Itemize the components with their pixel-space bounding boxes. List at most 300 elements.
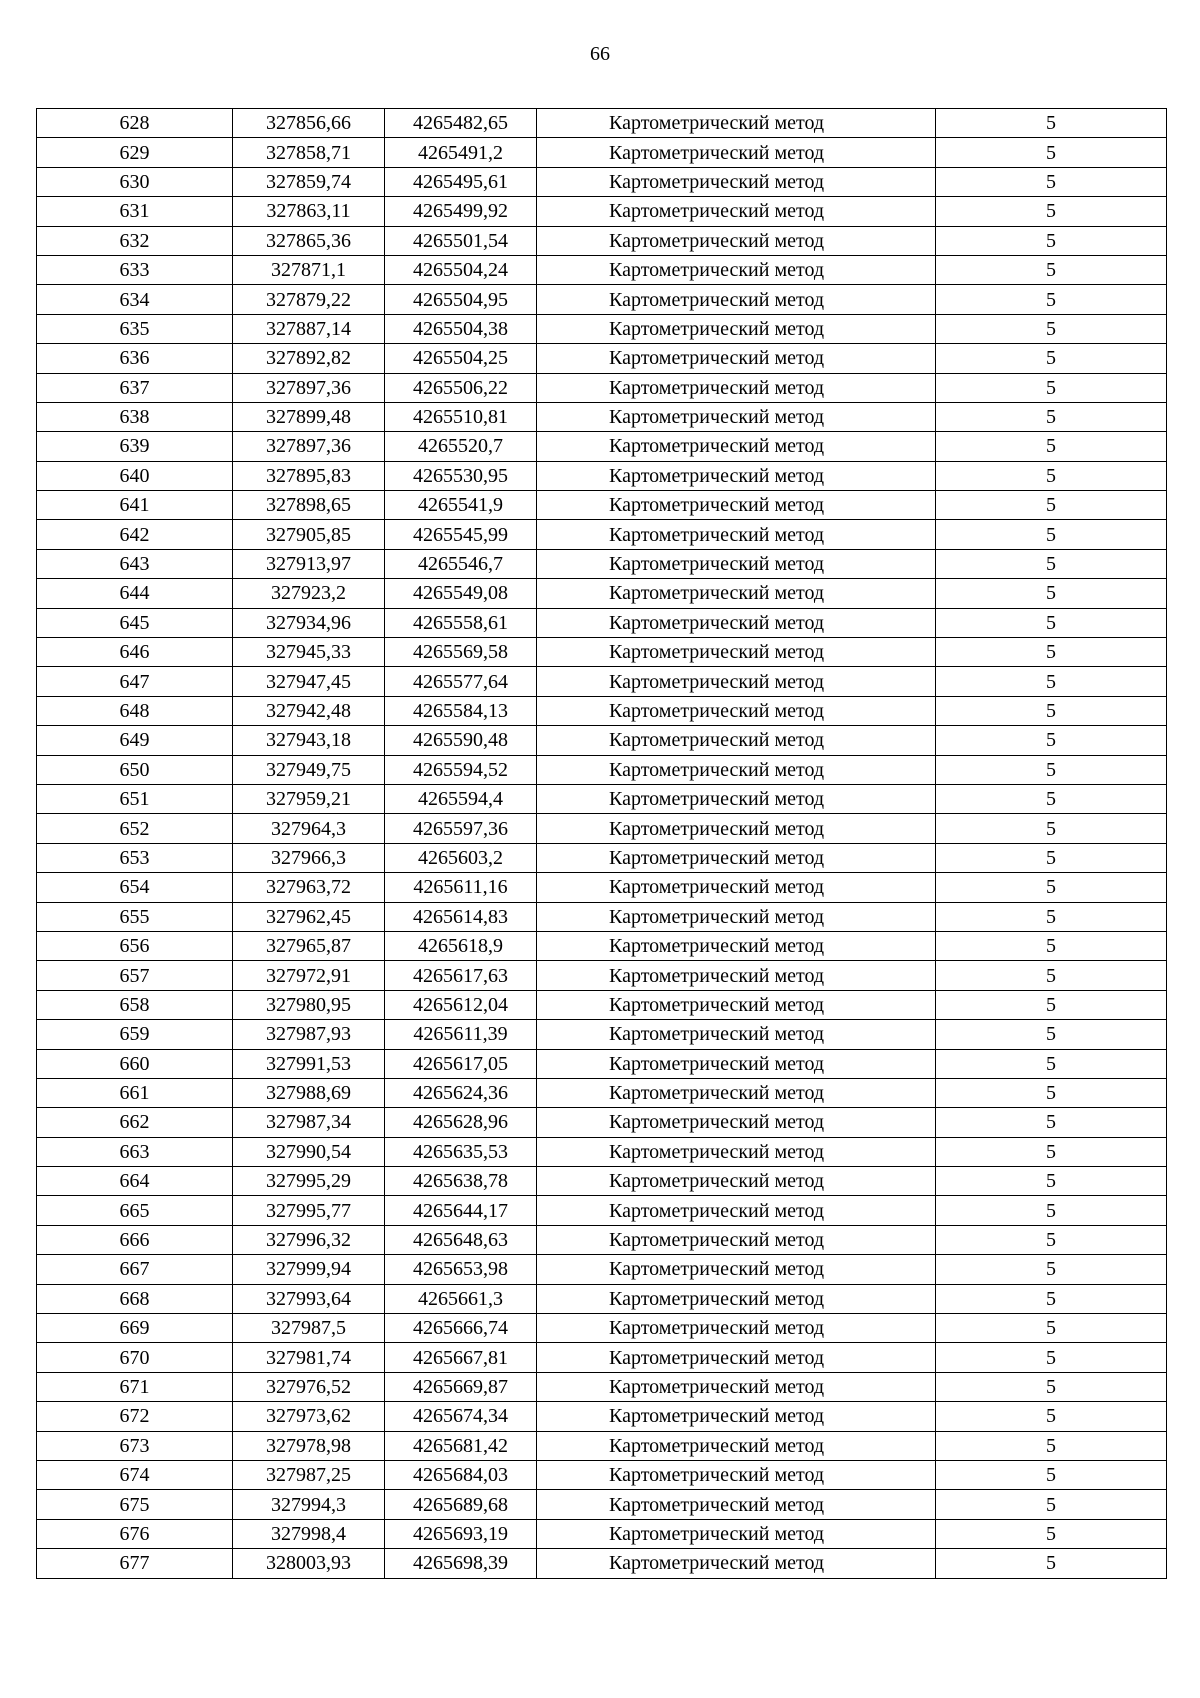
accuracy-cell: 5 xyxy=(936,579,1167,608)
method-cell: Картометрический метод xyxy=(537,638,936,667)
table-row xyxy=(37,1049,1167,1078)
point-number-cell: 648 xyxy=(37,696,233,725)
y-coordinate-cell: 4265549,08 xyxy=(385,579,537,608)
x-coordinate-cell: 327856,66 xyxy=(233,109,385,138)
point-number-cell: 667 xyxy=(37,1255,233,1284)
method-cell: Картометрический метод xyxy=(537,1431,936,1460)
accuracy-cell: 5 xyxy=(936,931,1167,960)
accuracy-cell: 5 xyxy=(936,1225,1167,1254)
table-row xyxy=(37,1137,1167,1166)
accuracy-cell: 5 xyxy=(936,344,1167,373)
y-coordinate-cell: 4265669,87 xyxy=(385,1372,537,1401)
x-coordinate-cell: 327913,97 xyxy=(233,549,385,578)
table-row xyxy=(37,931,1167,960)
accuracy-cell: 5 xyxy=(936,1519,1167,1548)
table-row xyxy=(37,314,1167,343)
table-row xyxy=(37,344,1167,373)
point-number-cell: 670 xyxy=(37,1343,233,1372)
accuracy-cell: 5 xyxy=(936,696,1167,725)
accuracy-cell: 5 xyxy=(936,1196,1167,1225)
point-number-cell: 676 xyxy=(37,1519,233,1548)
method-cell: Картометрический метод xyxy=(537,1020,936,1049)
point-number-cell: 673 xyxy=(37,1431,233,1460)
table-row xyxy=(37,667,1167,696)
point-number-cell: 636 xyxy=(37,344,233,373)
point-number-cell: 632 xyxy=(37,226,233,255)
point-number-cell: 654 xyxy=(37,873,233,902)
table-row xyxy=(37,138,1167,167)
x-coordinate-cell: 327964,3 xyxy=(233,814,385,843)
x-coordinate-cell: 327945,33 xyxy=(233,638,385,667)
y-coordinate-cell: 4265504,24 xyxy=(385,255,537,284)
method-cell: Картометрический метод xyxy=(537,990,936,1019)
point-number-cell: 663 xyxy=(37,1137,233,1166)
method-cell: Картометрический метод xyxy=(537,1196,936,1225)
accuracy-cell: 5 xyxy=(936,608,1167,637)
y-coordinate-cell: 4265594,4 xyxy=(385,784,537,813)
x-coordinate-cell: 327895,83 xyxy=(233,461,385,490)
table-row xyxy=(37,1314,1167,1343)
table-row xyxy=(37,1255,1167,1284)
point-number-cell: 635 xyxy=(37,314,233,343)
point-number-cell: 639 xyxy=(37,432,233,461)
point-number-cell: 669 xyxy=(37,1314,233,1343)
y-coordinate-cell: 4265648,63 xyxy=(385,1225,537,1254)
method-cell: Картометрический метод xyxy=(537,373,936,402)
accuracy-cell: 5 xyxy=(936,638,1167,667)
point-number-cell: 677 xyxy=(37,1549,233,1578)
table-row xyxy=(37,608,1167,637)
y-coordinate-cell: 4265495,61 xyxy=(385,167,537,196)
method-cell: Картометрический метод xyxy=(537,226,936,255)
accuracy-cell: 5 xyxy=(936,1460,1167,1489)
table-row xyxy=(37,491,1167,520)
method-cell: Картометрический метод xyxy=(537,549,936,578)
accuracy-cell: 5 xyxy=(936,491,1167,520)
method-cell: Картометрический метод xyxy=(537,1402,936,1431)
table-row xyxy=(37,402,1167,431)
accuracy-cell: 5 xyxy=(936,167,1167,196)
y-coordinate-cell: 4265617,63 xyxy=(385,961,537,990)
y-coordinate-cell: 4265693,19 xyxy=(385,1519,537,1548)
method-cell: Картометрический метод xyxy=(537,167,936,196)
point-number-cell: 640 xyxy=(37,461,233,490)
coordinates-table-body xyxy=(37,109,1167,1579)
point-number-cell: 659 xyxy=(37,1020,233,1049)
x-coordinate-cell: 327981,74 xyxy=(233,1343,385,1372)
point-number-cell: 638 xyxy=(37,402,233,431)
x-coordinate-cell: 327973,62 xyxy=(233,1402,385,1431)
accuracy-cell: 5 xyxy=(936,1167,1167,1196)
method-cell: Картометрический метод xyxy=(537,1519,936,1548)
y-coordinate-cell: 4265504,95 xyxy=(385,285,537,314)
table-row xyxy=(37,1343,1167,1372)
accuracy-cell: 5 xyxy=(936,755,1167,784)
y-coordinate-cell: 4265611,16 xyxy=(385,873,537,902)
y-coordinate-cell: 4265545,99 xyxy=(385,520,537,549)
method-cell: Картометрический метод xyxy=(537,873,936,902)
point-number-cell: 631 xyxy=(37,197,233,226)
x-coordinate-cell: 327897,36 xyxy=(233,373,385,402)
method-cell: Картометрический метод xyxy=(537,961,936,990)
y-coordinate-cell: 4265617,05 xyxy=(385,1049,537,1078)
method-cell: Картометрический метод xyxy=(537,755,936,784)
y-coordinate-cell: 4265504,25 xyxy=(385,344,537,373)
point-number-cell: 637 xyxy=(37,373,233,402)
accuracy-cell: 5 xyxy=(936,1255,1167,1284)
table-row xyxy=(37,285,1167,314)
table-row xyxy=(37,755,1167,784)
method-cell: Картометрический метод xyxy=(537,1460,936,1489)
x-coordinate-cell: 327990,54 xyxy=(233,1137,385,1166)
point-number-cell: 662 xyxy=(37,1108,233,1137)
point-number-cell: 628 xyxy=(37,109,233,138)
y-coordinate-cell: 4265499,92 xyxy=(385,197,537,226)
table-row xyxy=(37,784,1167,813)
accuracy-cell: 5 xyxy=(936,961,1167,990)
accuracy-cell: 5 xyxy=(936,402,1167,431)
method-cell: Картометрический метод xyxy=(537,255,936,284)
method-cell: Картометрический метод xyxy=(537,1078,936,1107)
method-cell: Картометрический метод xyxy=(537,491,936,520)
accuracy-cell: 5 xyxy=(936,843,1167,872)
table-row xyxy=(37,197,1167,226)
point-number-cell: 652 xyxy=(37,814,233,843)
method-cell: Картометрический метод xyxy=(537,608,936,637)
x-coordinate-cell: 327898,65 xyxy=(233,491,385,520)
table-row xyxy=(37,520,1167,549)
method-cell: Картометрический метод xyxy=(537,1284,936,1313)
table-row xyxy=(37,167,1167,196)
point-number-cell: 643 xyxy=(37,549,233,578)
y-coordinate-cell: 4265520,7 xyxy=(385,432,537,461)
table-row xyxy=(37,1167,1167,1196)
y-coordinate-cell: 4265611,39 xyxy=(385,1020,537,1049)
x-coordinate-cell: 327987,93 xyxy=(233,1020,385,1049)
x-coordinate-cell: 327987,25 xyxy=(233,1460,385,1489)
table-row xyxy=(37,873,1167,902)
x-coordinate-cell: 327863,11 xyxy=(233,197,385,226)
point-number-cell: 630 xyxy=(37,167,233,196)
y-coordinate-cell: 4265530,95 xyxy=(385,461,537,490)
x-coordinate-cell: 327987,34 xyxy=(233,1108,385,1137)
y-coordinate-cell: 4265546,7 xyxy=(385,549,537,578)
y-coordinate-cell: 4265666,74 xyxy=(385,1314,537,1343)
method-cell: Картометрический метод xyxy=(537,314,936,343)
accuracy-cell: 5 xyxy=(936,138,1167,167)
point-number-cell: 660 xyxy=(37,1049,233,1078)
x-coordinate-cell: 327892,82 xyxy=(233,344,385,373)
y-coordinate-cell: 4265684,03 xyxy=(385,1460,537,1489)
x-coordinate-cell: 327962,45 xyxy=(233,902,385,931)
point-number-cell: 657 xyxy=(37,961,233,990)
y-coordinate-cell: 4265501,54 xyxy=(385,226,537,255)
point-number-cell: 656 xyxy=(37,931,233,960)
point-number-cell: 651 xyxy=(37,784,233,813)
method-cell: Картометрический метод xyxy=(537,109,936,138)
accuracy-cell: 5 xyxy=(936,902,1167,931)
table-row xyxy=(37,226,1167,255)
accuracy-cell: 5 xyxy=(936,990,1167,1019)
method-cell: Картометрический метод xyxy=(537,1549,936,1578)
table-row xyxy=(37,726,1167,755)
method-cell: Картометрический метод xyxy=(537,579,936,608)
method-cell: Картометрический метод xyxy=(537,1225,936,1254)
y-coordinate-cell: 4265597,36 xyxy=(385,814,537,843)
x-coordinate-cell: 327965,87 xyxy=(233,931,385,960)
method-cell: Картометрический метод xyxy=(537,285,936,314)
y-coordinate-cell: 4265577,64 xyxy=(385,667,537,696)
accuracy-cell: 5 xyxy=(936,255,1167,284)
method-cell: Картометрический метод xyxy=(537,1372,936,1401)
x-coordinate-cell: 327934,96 xyxy=(233,608,385,637)
x-coordinate-cell: 328003,93 xyxy=(233,1549,385,1578)
x-coordinate-cell: 327996,32 xyxy=(233,1225,385,1254)
method-cell: Картометрический метод xyxy=(537,1137,936,1166)
x-coordinate-cell: 327858,71 xyxy=(233,138,385,167)
table-row xyxy=(37,1549,1167,1578)
table-row xyxy=(37,814,1167,843)
table-row xyxy=(37,961,1167,990)
point-number-cell: 633 xyxy=(37,255,233,284)
x-coordinate-cell: 327998,4 xyxy=(233,1519,385,1548)
table-row xyxy=(37,1460,1167,1489)
method-cell: Картометрический метод xyxy=(537,1049,936,1078)
point-number-cell: 644 xyxy=(37,579,233,608)
point-number-cell: 650 xyxy=(37,755,233,784)
y-coordinate-cell: 4265594,52 xyxy=(385,755,537,784)
method-cell: Картометрический метод xyxy=(537,902,936,931)
point-number-cell: 642 xyxy=(37,520,233,549)
accuracy-cell: 5 xyxy=(936,784,1167,813)
accuracy-cell: 5 xyxy=(936,1049,1167,1078)
x-coordinate-cell: 327991,53 xyxy=(233,1049,385,1078)
x-coordinate-cell: 327879,22 xyxy=(233,285,385,314)
x-coordinate-cell: 327923,2 xyxy=(233,579,385,608)
y-coordinate-cell: 4265541,9 xyxy=(385,491,537,520)
y-coordinate-cell: 4265635,53 xyxy=(385,1137,537,1166)
method-cell: Картометрический метод xyxy=(537,667,936,696)
x-coordinate-cell: 327899,48 xyxy=(233,402,385,431)
x-coordinate-cell: 327978,98 xyxy=(233,1431,385,1460)
method-cell: Картометрический метод xyxy=(537,843,936,872)
table-row xyxy=(37,638,1167,667)
point-number-cell: 658 xyxy=(37,990,233,1019)
point-number-cell: 675 xyxy=(37,1490,233,1519)
y-coordinate-cell: 4265638,78 xyxy=(385,1167,537,1196)
method-cell: Картометрический метод xyxy=(537,784,936,813)
accuracy-cell: 5 xyxy=(936,226,1167,255)
accuracy-cell: 5 xyxy=(936,667,1167,696)
y-coordinate-cell: 4265624,36 xyxy=(385,1078,537,1107)
accuracy-cell: 5 xyxy=(936,285,1167,314)
accuracy-cell: 5 xyxy=(936,373,1167,402)
method-cell: Картометрический метод xyxy=(537,138,936,167)
x-coordinate-cell: 327943,18 xyxy=(233,726,385,755)
table-row xyxy=(37,1020,1167,1049)
x-coordinate-cell: 327865,36 xyxy=(233,226,385,255)
table-row xyxy=(37,1490,1167,1519)
accuracy-cell: 5 xyxy=(936,549,1167,578)
y-coordinate-cell: 4265614,83 xyxy=(385,902,537,931)
x-coordinate-cell: 327972,91 xyxy=(233,961,385,990)
point-number-cell: 671 xyxy=(37,1372,233,1401)
point-number-cell: 645 xyxy=(37,608,233,637)
table-row xyxy=(37,1431,1167,1460)
x-coordinate-cell: 327980,95 xyxy=(233,990,385,1019)
x-coordinate-cell: 327959,21 xyxy=(233,784,385,813)
method-cell: Картометрический метод xyxy=(537,1167,936,1196)
x-coordinate-cell: 327905,85 xyxy=(233,520,385,549)
y-coordinate-cell: 4265653,98 xyxy=(385,1255,537,1284)
point-number-cell: 664 xyxy=(37,1167,233,1196)
table-row xyxy=(37,990,1167,1019)
accuracy-cell: 5 xyxy=(936,461,1167,490)
x-coordinate-cell: 327966,3 xyxy=(233,843,385,872)
table-row xyxy=(37,1196,1167,1225)
accuracy-cell: 5 xyxy=(936,1314,1167,1343)
accuracy-cell: 5 xyxy=(936,1372,1167,1401)
point-number-cell: 649 xyxy=(37,726,233,755)
accuracy-cell: 5 xyxy=(936,520,1167,549)
accuracy-cell: 5 xyxy=(936,109,1167,138)
point-number-cell: 647 xyxy=(37,667,233,696)
x-coordinate-cell: 327897,36 xyxy=(233,432,385,461)
table-row xyxy=(37,373,1167,402)
point-number-cell: 674 xyxy=(37,1460,233,1489)
method-cell: Картометрический метод xyxy=(537,344,936,373)
accuracy-cell: 5 xyxy=(936,814,1167,843)
point-number-cell: 634 xyxy=(37,285,233,314)
method-cell: Картометрический метод xyxy=(537,402,936,431)
x-coordinate-cell: 327976,52 xyxy=(233,1372,385,1401)
accuracy-cell: 5 xyxy=(936,1137,1167,1166)
method-cell: Картометрический метод xyxy=(537,1490,936,1519)
table-row xyxy=(37,109,1167,138)
accuracy-cell: 5 xyxy=(936,873,1167,902)
x-coordinate-cell: 327988,69 xyxy=(233,1078,385,1107)
accuracy-cell: 5 xyxy=(936,726,1167,755)
table-row xyxy=(37,461,1167,490)
method-cell: Картометрический метод xyxy=(537,520,936,549)
x-coordinate-cell: 327963,72 xyxy=(233,873,385,902)
x-coordinate-cell: 327999,94 xyxy=(233,1255,385,1284)
table-row xyxy=(37,1078,1167,1107)
y-coordinate-cell: 4265590,48 xyxy=(385,726,537,755)
y-coordinate-cell: 4265584,13 xyxy=(385,696,537,725)
accuracy-cell: 5 xyxy=(936,432,1167,461)
x-coordinate-cell: 327995,29 xyxy=(233,1167,385,1196)
point-number-cell: 629 xyxy=(37,138,233,167)
y-coordinate-cell: 4265510,81 xyxy=(385,402,537,431)
table-row xyxy=(37,1108,1167,1137)
x-coordinate-cell: 327859,74 xyxy=(233,167,385,196)
table-row xyxy=(37,696,1167,725)
x-coordinate-cell: 327994,3 xyxy=(233,1490,385,1519)
method-cell: Картометрический метод xyxy=(537,1255,936,1284)
method-cell: Картометрический метод xyxy=(537,931,936,960)
y-coordinate-cell: 4265661,3 xyxy=(385,1284,537,1313)
accuracy-cell: 5 xyxy=(936,1078,1167,1107)
x-coordinate-cell: 327887,14 xyxy=(233,314,385,343)
method-cell: Картометрический метод xyxy=(537,814,936,843)
y-coordinate-cell: 4265698,39 xyxy=(385,1549,537,1578)
table-row xyxy=(37,579,1167,608)
y-coordinate-cell: 4265644,17 xyxy=(385,1196,537,1225)
table-row xyxy=(37,1225,1167,1254)
point-number-cell: 668 xyxy=(37,1284,233,1313)
y-coordinate-cell: 4265603,2 xyxy=(385,843,537,872)
y-coordinate-cell: 4265491,2 xyxy=(385,138,537,167)
point-number-cell: 646 xyxy=(37,638,233,667)
method-cell: Картометрический метод xyxy=(537,1314,936,1343)
accuracy-cell: 5 xyxy=(936,1343,1167,1372)
accuracy-cell: 5 xyxy=(936,1431,1167,1460)
y-coordinate-cell: 4265689,68 xyxy=(385,1490,537,1519)
y-coordinate-cell: 4265674,34 xyxy=(385,1402,537,1431)
accuracy-cell: 5 xyxy=(936,1284,1167,1313)
accuracy-cell: 5 xyxy=(936,314,1167,343)
y-coordinate-cell: 4265558,61 xyxy=(385,608,537,637)
point-number-cell: 641 xyxy=(37,491,233,520)
method-cell: Картометрический метод xyxy=(537,461,936,490)
y-coordinate-cell: 4265506,22 xyxy=(385,373,537,402)
accuracy-cell: 5 xyxy=(936,1108,1167,1137)
method-cell: Картометрический метод xyxy=(537,696,936,725)
table-row xyxy=(37,1372,1167,1401)
accuracy-cell: 5 xyxy=(936,1402,1167,1431)
point-number-cell: 666 xyxy=(37,1225,233,1254)
y-coordinate-cell: 4265681,42 xyxy=(385,1431,537,1460)
y-coordinate-cell: 4265618,9 xyxy=(385,931,537,960)
point-number-cell: 655 xyxy=(37,902,233,931)
accuracy-cell: 5 xyxy=(936,1020,1167,1049)
x-coordinate-cell: 327987,5 xyxy=(233,1314,385,1343)
y-coordinate-cell: 4265667,81 xyxy=(385,1343,537,1372)
y-coordinate-cell: 4265504,38 xyxy=(385,314,537,343)
y-coordinate-cell: 4265628,96 xyxy=(385,1108,537,1137)
table-row xyxy=(37,843,1167,872)
method-cell: Картометрический метод xyxy=(537,1108,936,1137)
table-row xyxy=(37,1519,1167,1548)
accuracy-cell: 5 xyxy=(936,1549,1167,1578)
x-coordinate-cell: 327942,48 xyxy=(233,696,385,725)
method-cell: Картометрический метод xyxy=(537,726,936,755)
point-number-cell: 653 xyxy=(37,843,233,872)
table-row xyxy=(37,255,1167,284)
y-coordinate-cell: 4265482,65 xyxy=(385,109,537,138)
x-coordinate-cell: 327871,1 xyxy=(233,255,385,284)
y-coordinate-cell: 4265569,58 xyxy=(385,638,537,667)
method-cell: Картометрический метод xyxy=(537,197,936,226)
x-coordinate-cell: 327947,45 xyxy=(233,667,385,696)
table-row xyxy=(37,1402,1167,1431)
table-row xyxy=(37,432,1167,461)
x-coordinate-cell: 327995,77 xyxy=(233,1196,385,1225)
point-number-cell: 672 xyxy=(37,1402,233,1431)
point-number-cell: 661 xyxy=(37,1078,233,1107)
page-number: 66 xyxy=(590,43,610,65)
method-cell: Картометрический метод xyxy=(537,1343,936,1372)
accuracy-cell: 5 xyxy=(936,1490,1167,1519)
method-cell: Картометрический метод xyxy=(537,432,936,461)
accuracy-cell: 5 xyxy=(936,197,1167,226)
table-row xyxy=(37,1284,1167,1313)
table-row xyxy=(37,549,1167,578)
y-coordinate-cell: 4265612,04 xyxy=(385,990,537,1019)
table-row xyxy=(37,902,1167,931)
x-coordinate-cell: 327993,64 xyxy=(233,1284,385,1313)
